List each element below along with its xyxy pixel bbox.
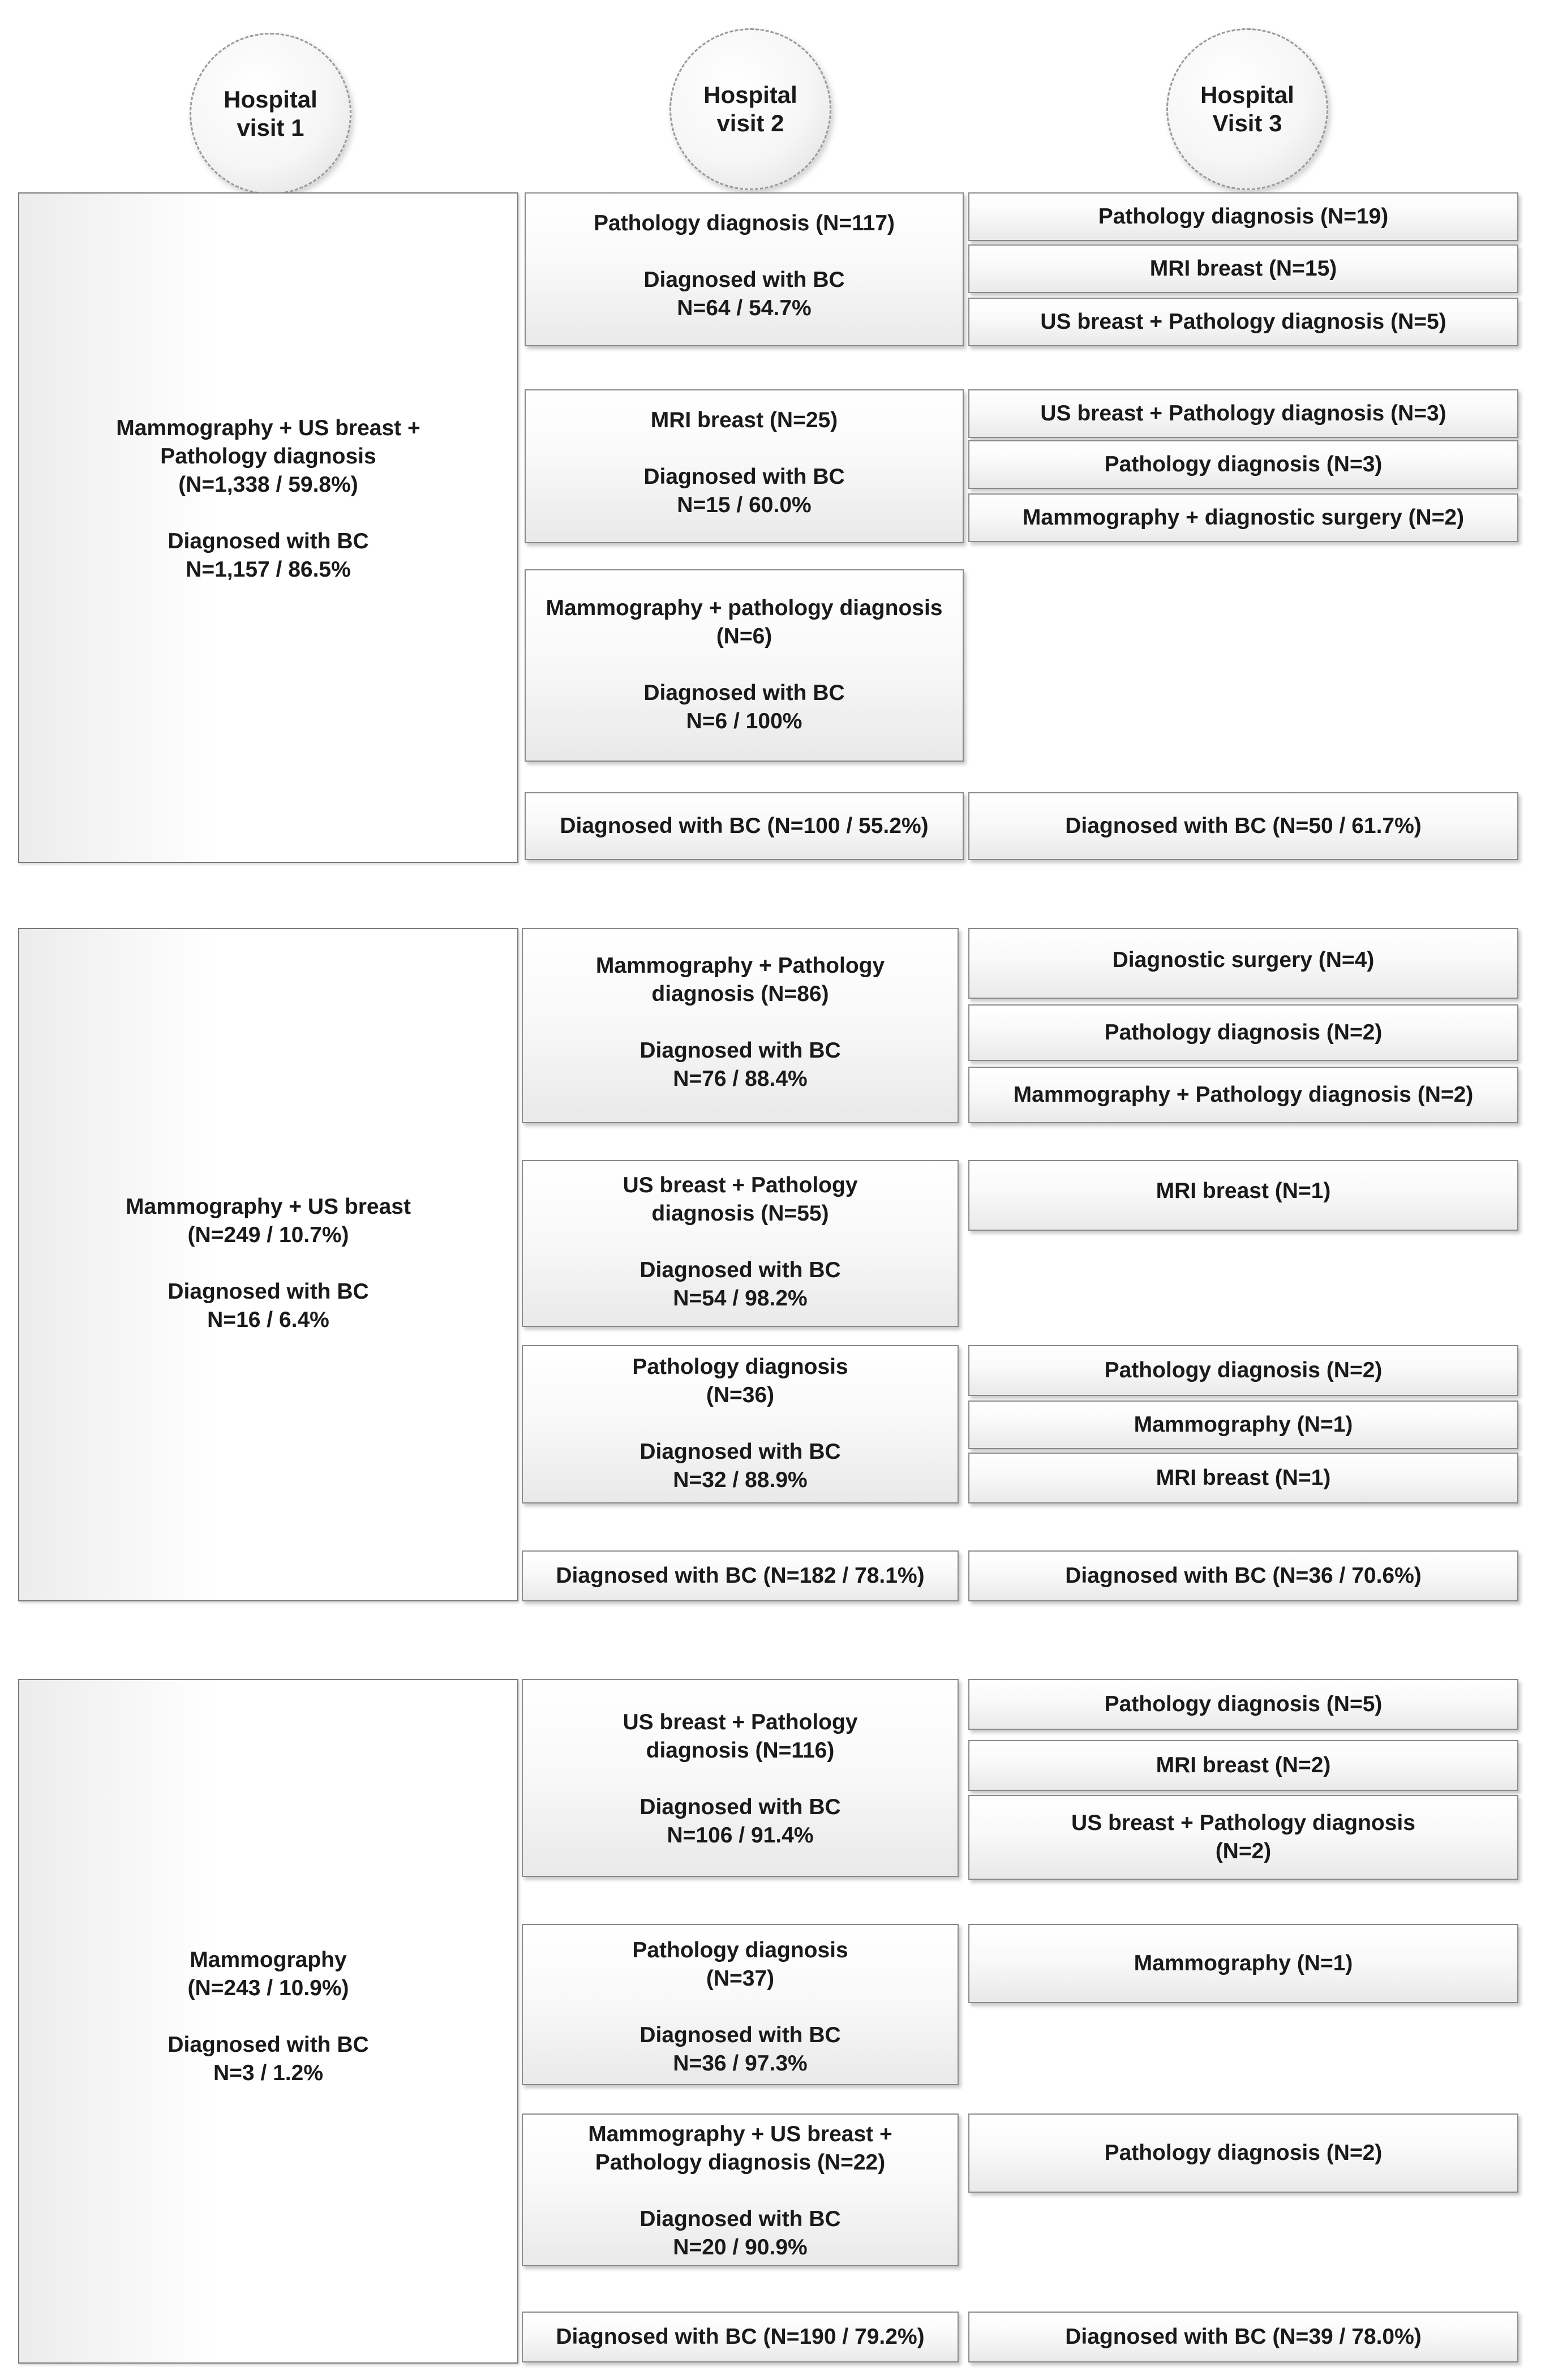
group3-visit3-box-4: Mammography (N=1) xyxy=(968,1924,1518,2003)
group2-visit3-box-7: MRI breast (N=1) xyxy=(968,1453,1518,1503)
group1-visit3-summary: Diagnosed with BC (N=50 / 61.7%) xyxy=(968,792,1518,860)
group2-visit2-box-3: Pathology diagnosis (N=36) Diagnosed with BC N=32 / 88.9% xyxy=(522,1345,959,1503)
group2-visit3-box-6: Mammography (N=1) xyxy=(968,1400,1518,1449)
group3-visit2-box-3: Mammography + US breast + Pathology diagnosis (N=22) Diagnosed with BC N=20 / 90.9% xyxy=(522,2113,959,2266)
group2-visit3-box-1: Diagnostic surgery (N=4) xyxy=(968,928,1518,999)
group2-root-box: Mammography + US breast (N=249 / 10.7%) Diagnosed with BC N=16 / 6.4% xyxy=(18,928,518,1601)
group1-visit3-box-5: Pathology diagnosis (N=3) xyxy=(968,440,1518,489)
group2-visit3-summary: Diagnosed with BC (N=36 / 70.6%) xyxy=(968,1550,1518,1601)
group1-visit3-box-2: MRI breast (N=15) xyxy=(968,244,1518,293)
group3-visit2-summary: Diagnosed with BC (N=190 / 79.2%) xyxy=(522,2312,959,2362)
group3-visit3-box-5: Pathology diagnosis (N=2) xyxy=(968,2113,1518,2193)
group3-visit2-box-1: US breast + Pathology diagnosis (N=116) Diagnosed with BC N=106 / 91.4% xyxy=(522,1679,959,1877)
header-hospital-visit-3: Hospital Visit 3 xyxy=(1166,28,1328,190)
group1-visit2-box-2: MRI breast (N=25) Diagnosed with BC N=15 / 60.0% xyxy=(525,389,964,543)
group1-root-box: Mammography + US breast + Pathology diagnosis (N=1,338 / 59.8%) Diagnosed with BC N=1,157 / 86.5% xyxy=(18,192,518,863)
group3-visit3-summary: Diagnosed with BC (N=39 / 78.0%) xyxy=(968,2312,1518,2362)
group3-visit3-box-3: US breast + Pathology diagnosis (N=2) xyxy=(968,1795,1518,1880)
group2-visit3-box-3: Mammography + Pathology diagnosis (N=2) xyxy=(968,1067,1518,1123)
group1-visit3-box-4: US breast + Pathology diagnosis (N=3) xyxy=(968,389,1518,438)
group1-visit2-summary: Diagnosed with BC (N=100 / 55.2%) xyxy=(525,792,964,860)
group1-visit2-box-3: Mammography + pathology diagnosis (N=6) Diagnosed with BC N=6 / 100% xyxy=(525,569,964,762)
group1-visit2-box-1: Pathology diagnosis (N=117) Diagnosed with BC N=64 / 54.7% xyxy=(525,192,964,346)
header-hospital-visit-1: Hospital visit 1 xyxy=(190,33,351,195)
group3-visit3-box-1: Pathology diagnosis (N=5) xyxy=(968,1679,1518,1730)
group3-root-box: Mammography (N=243 / 10.9%) Diagnosed with BC N=3 / 1.2% xyxy=(18,1679,518,2364)
group3-visit2-box-2: Pathology diagnosis (N=37) Diagnosed with BC N=36 / 97.3% xyxy=(522,1924,959,2085)
group1-visit3-box-6: Mammography + diagnostic surgery (N=2) xyxy=(968,493,1518,542)
group1-visit3-box-1: Pathology diagnosis (N=19) xyxy=(968,192,1518,241)
group1-visit3-box-3: US breast + Pathology diagnosis (N=5) xyxy=(968,298,1518,346)
group2-visit3-box-5: Pathology diagnosis (N=2) xyxy=(968,1345,1518,1396)
header-hospital-visit-2: Hospital visit 2 xyxy=(669,28,831,190)
group2-visit2-summary: Diagnosed with BC (N=182 / 78.1%) xyxy=(522,1550,959,1601)
group3-visit3-box-2: MRI breast (N=2) xyxy=(968,1740,1518,1791)
group2-visit2-box-2: US breast + Pathology diagnosis (N=55) Diagnosed with BC N=54 / 98.2% xyxy=(522,1160,959,1327)
group2-visit2-box-1: Mammography + Pathology diagnosis (N=86) Diagnosed with BC N=76 / 88.4% xyxy=(522,928,959,1123)
group2-visit3-box-2: Pathology diagnosis (N=2) xyxy=(968,1004,1518,1061)
group2-visit3-box-4: MRI breast (N=1) xyxy=(968,1160,1518,1231)
